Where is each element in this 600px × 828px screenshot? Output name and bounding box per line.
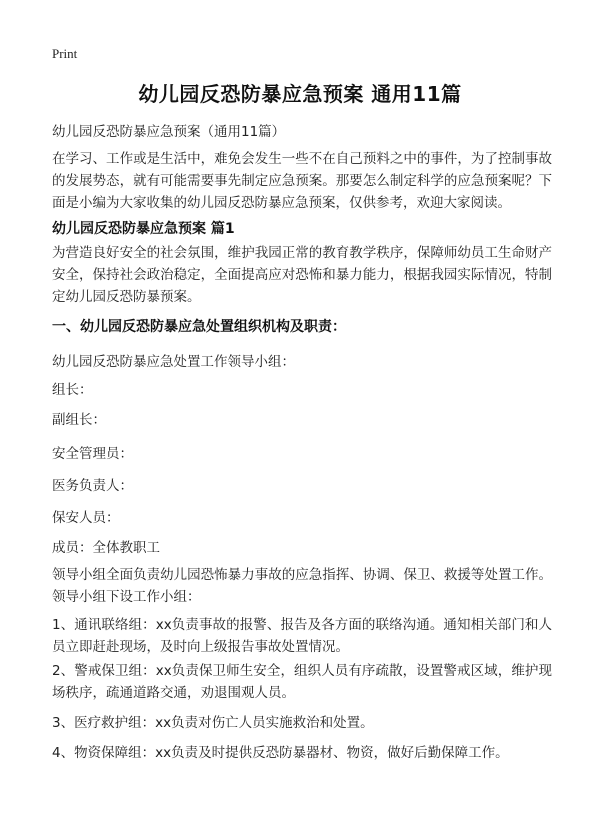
section-intro-paragraph: 为营造良好安全的社会氛围，维护我园正常的教育教学秩序，保障师幼员工生命财产安全，保持社会政治稳定，全面提高应对恐怖和暴力能力，根据我园实际情况，特制定幼儿园反恐防暴预案。	[52, 245, 552, 305]
document-subtitle: 幼儿园反恐防暴应急预案（通用11篇）	[52, 124, 286, 140]
team-item: 2、警戒保卫组：xx负责保卫师生安全，组织人员有序疏散，设置警戒区域，维护现场秩序，疏通道路交通，劝退围观人员。	[52, 663, 552, 701]
role-leader: 组长：	[52, 382, 93, 398]
role-deputy: 副组长：	[52, 412, 106, 428]
team-item: 1、通讯联络组：xx负责事故的报警、报告及各方面的联络沟通。通知相关部门和人员立即赶赴现场，及时向上级报告事故处置情况。	[52, 617, 552, 655]
section-heading: 幼儿园反恐防暴应急预案 篇1	[52, 221, 235, 237]
part1-heading: 一、幼儿园反恐防暴应急处置组织机构及职责：	[52, 319, 346, 335]
team-item: 3、医疗救护组：xx负责对伤亡人员实施救治和处置。	[52, 715, 374, 731]
role-safety-manager: 安全管理员：	[52, 446, 133, 462]
role-security: 保安人员：	[52, 510, 120, 526]
document-title: 幼儿园反恐防暴应急预案 通用11篇	[138, 82, 462, 106]
group-description: 领导小组全面负责幼儿园恐怖暴力事故的应急指挥、协调、保卫、救援等处置工作。领导小组下设工作小组：	[52, 567, 552, 605]
leadership-group-label: 幼儿园反恐防暴应急处置工作领导小组：	[52, 354, 295, 370]
role-members: 成员：全体教职工	[52, 540, 160, 556]
role-medical: 医务负责人：	[52, 478, 133, 494]
intro-paragraph: 在学习、工作或是生活中，难免会发生一些不在自己预料之中的事件，为了控制事故的发展势态，就有可能需要事先制定应急预案。那要怎么制定科学的应急预案呢？下面是小编为大家收集的幼儿园反恐防暴应急预案，仅供参考，欢迎大家阅读。	[52, 151, 552, 211]
print-label[interactable]: Print	[52, 46, 78, 61]
team-item: 4、物资保障组：xx负责及时提供反恐防暴器材、物资，做好后勤保障工作。	[52, 745, 509, 761]
